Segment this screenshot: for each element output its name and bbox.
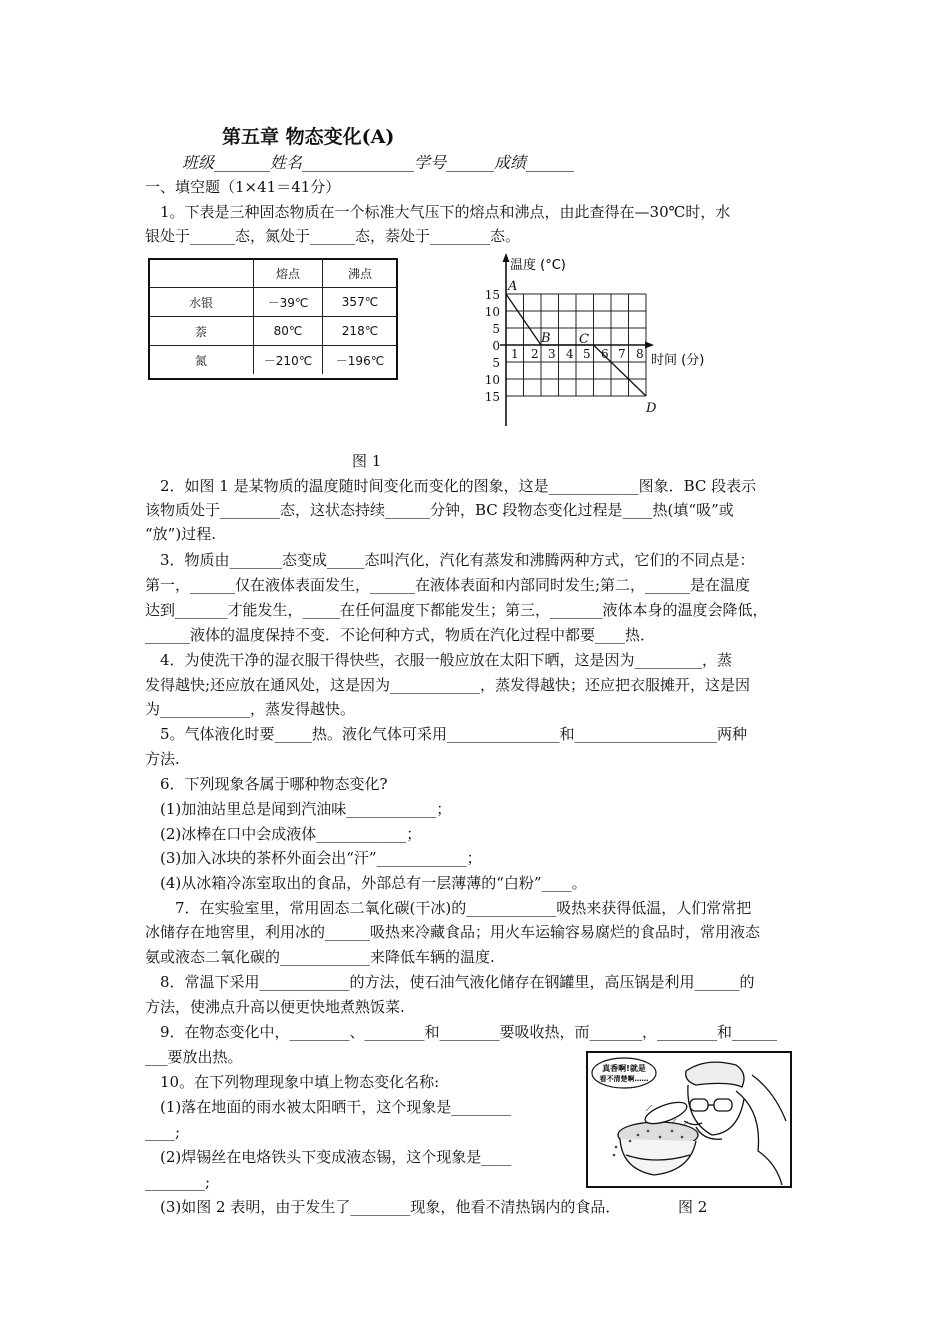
q4-line1: 4．为使洗干净的湿衣服干得快些，衣服一般应放在太阳下晒，这是因为_________，蒸 [160,651,733,669]
speech-bubble [592,1058,656,1088]
table-cell: －210℃ [254,346,323,375]
table-cell: 水银 [149,288,254,317]
table-cell: 80℃ [254,317,323,346]
section-heading: 一、填空题（1×41＝41分） [145,178,341,196]
y-axis-arrow-icon [503,253,510,262]
q7-line2: 冰储存在地窖里，利用冰的______吸热来冷藏食品；用火车运输容易腐烂的食品时，常用液态 [145,923,761,941]
melting-boiling-table-frame [148,258,398,380]
q1-line2: 银处于______态，氮处于______态，萘处于________态。 [145,227,521,245]
graph-ylabel: 温度 (°C) [510,258,566,273]
table-header-cell [149,259,254,288]
q10-item1a: (1)落在地面的雨水被太阳晒干，这个现象是________ [160,1098,512,1116]
q10-item3: (3)如图 2 表明，由于发生了________现象，他看不清热锅内的食品． [160,1198,621,1216]
q9-line1: 9．在物态变化中，________、________和________要吸收热，而_______，________和______ [160,1023,778,1041]
x-tick-label: 2 [531,347,539,361]
q8-line1: 8．常温下采用____________的方法，使石油气液化储存在钢罐里，高压锅是利用______的 [160,973,755,991]
q6-item2: (2)冰棒在口中会成液体____________； [160,825,422,843]
temperature-time-graph [478,250,718,430]
figure2-cartoon [586,1051,792,1188]
x-tick-label: 1 [511,347,519,361]
q3-line4: ______液体的温度保持不变．不论何种方式，物质在汽化过程中都要____热． [145,626,656,644]
x-tick-label: 3 [548,347,556,361]
q3-line2: 第一，______仅在液体表面发生，______在液体表面和内部同时发生;第二，______是在温度 [145,576,751,594]
speech-line2: 看不清楚啊…… [599,1075,649,1083]
q3-line1: 3．物质由_______态变成_____态叫汽化，汽化有蒸发和沸腾两种方式，它们的不同点是： [160,551,755,569]
q6-item1: (1)加油站里总是闻到汽油味____________； [160,800,452,818]
page-title: 第五章 物态变化(A) [222,126,395,148]
q6-item3: (3)加入冰块的茶杯外面会出“汗”____________； [160,849,482,867]
y-tick-label: 15 [484,390,500,404]
y-tick-label: 10 [484,305,500,319]
table-cell: －39℃ [254,288,323,317]
y-tick-label: 5 [492,356,500,370]
table-cell: 218℃ [323,317,398,346]
q10-item2b: ________; [145,1173,211,1191]
q2-line1: 2．如图 1 是某物质的温度随时间变化而变化的图象，这是____________图象．BC 段表示 [160,477,757,495]
q7-line1: 7．在实验室里，常用固态二氧化碳(干冰)的____________吸热来获得低温，人们常常把 [175,899,752,917]
x-axis-arrow-icon [645,342,654,349]
figure2-caption: 图 2 [678,1198,708,1216]
point-label-b: B [541,331,551,346]
x-tick-label: 8 [636,347,644,361]
q4-line2: 发得越快;还应放在通风处，这是因为____________，蒸发得越快；还应把衣服摊开，这是因 [145,676,751,694]
table-header-cell: 沸点 [323,259,398,288]
table-row [149,288,397,317]
speech-line1: 真香啊!就是 [602,1064,646,1073]
figure1-caption: 图 1 [352,452,382,470]
point-label-a: A [508,279,518,294]
x-tick-label: 4 [566,347,574,361]
q7-line3: 氨或液态二氧化碳的____________来降低车辆的温度. [145,948,495,966]
table-cell: 氮 [149,346,254,375]
q10-item2a: (2)焊锡丝在电烙铁头下变成液态锡，这个现象是____ [160,1148,512,1166]
q5-line1: 5。气体液化时要_____热。液化气体可采用_______________和___________________两种 [160,725,748,743]
q10-item1b: ____; [145,1123,181,1141]
x-tick-label: 7 [618,347,626,361]
y-tick-label: 0 [492,339,500,353]
table-row [149,317,397,346]
q6-item4: (4)从冰箱冷冻室取出的食品，外部总有一层薄薄的“白粉”____。 [160,874,587,892]
q10-line1: 10。在下列物理现象中填上物态变化名称: [160,1073,440,1091]
y-tick-label: 15 [484,288,500,302]
q3-line3: 达到_______才能发生，_____在任何温度下都能发生；第三，_______液体本身的温度会降低， [145,601,768,619]
table-cell: －196℃ [323,346,398,375]
melting-boiling-table [149,259,397,374]
q9-line2: ___要放出热。 [145,1048,243,1066]
q4-line3: 为____________，蒸发得越快。 [145,700,356,718]
student-info-line: 班级_______姓名______________学号______成绩______ [182,153,575,172]
q8-line2: 方法，使沸点升高以便更快地煮熟饭菜. [145,998,405,1016]
x-tick-label: 5 [583,347,591,361]
point-label-c: C [579,332,589,347]
q5-line2: 方法. [145,750,180,768]
point-label-d: D [646,401,657,416]
table-row [149,346,397,375]
table-cell: 萘 [149,317,254,346]
graph-xlabel: 时间 (分) [651,353,705,368]
x-tick-label: 6 [601,347,609,361]
y-tick-label: 10 [484,373,500,387]
table-cell: 357℃ [323,288,398,317]
table-header-cell: 熔点 [254,259,323,288]
y-tick-label: 5 [492,322,500,336]
q6-line1: 6．下列现象各属于哪种物态变化? [160,775,388,793]
q2-line3: “放”)过程. [145,525,216,543]
q2-line2: 该物质处于________态，这状态持续______分钟，BC 段物态变化过程是____热(填“吸”或 [145,501,734,519]
q1-line1: 1。下表是三种固态物质在一个标准大气压下的熔点和沸点，由此查得在—30℃时，水 [160,203,731,221]
table-header-row [149,259,397,288]
